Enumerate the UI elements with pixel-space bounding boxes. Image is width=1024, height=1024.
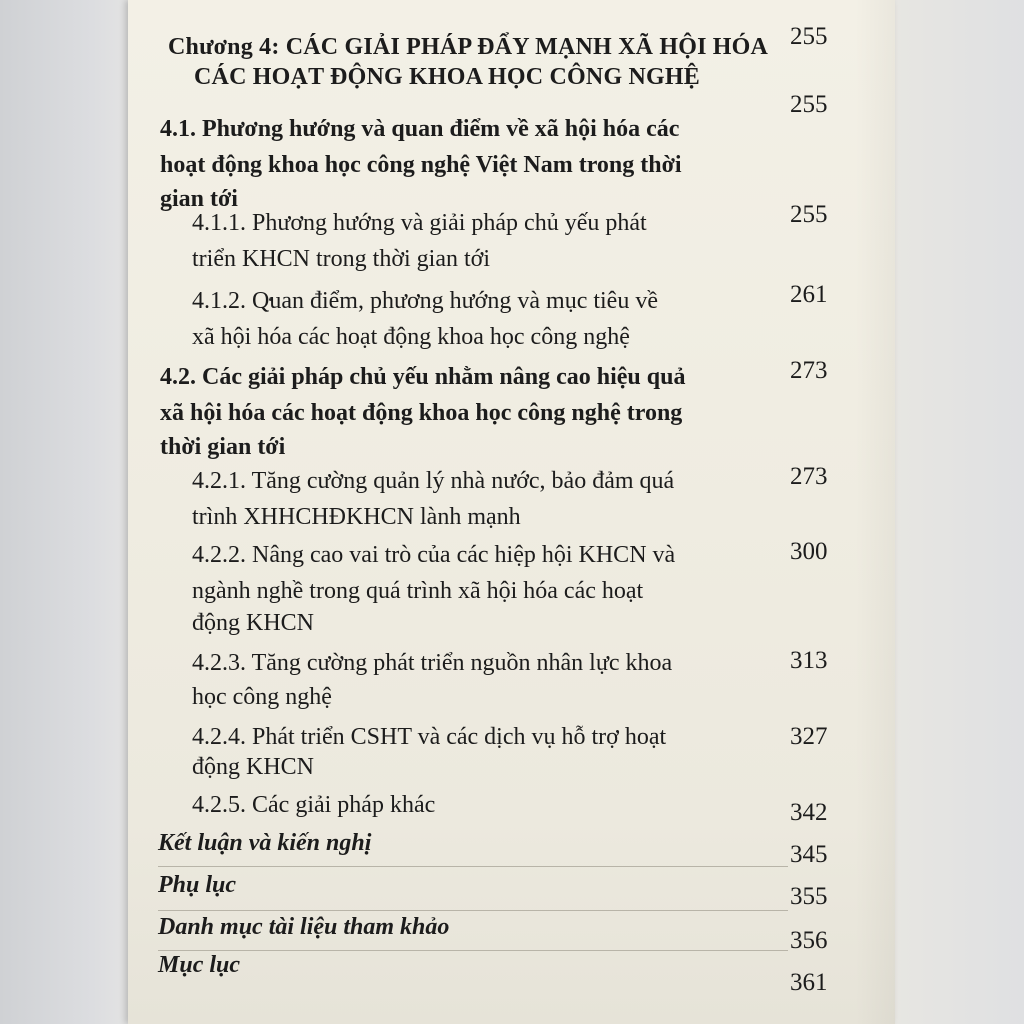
toc-section-4-2-line1: 4.2. Các giải pháp chủ yếu nhằm nâng cao hiệu quả bbox=[160, 364, 686, 390]
toc-appendix-page: 355 bbox=[790, 883, 828, 910]
toc-section-4-2-5-page: 342 bbox=[790, 799, 828, 826]
toc-section-4-2-4 bbox=[192, 718, 772, 794]
toc-section-4-2-2-line3: động KHCN bbox=[192, 610, 315, 636]
toc-section-4-1-line3: gian tới bbox=[160, 186, 238, 212]
toc-section-4-1-1-page: 255 bbox=[790, 201, 828, 228]
toc-references bbox=[158, 908, 718, 946]
toc-section-4-2 bbox=[160, 358, 770, 468]
toc-section-4-2-5 bbox=[192, 786, 772, 824]
toc-conclusion bbox=[158, 824, 658, 862]
toc-section-4-2-1-line1: 4.2.1. Tăng cường quản lý nhà nước, bảo đảm quá bbox=[192, 468, 675, 494]
toc-section-4-2-1 bbox=[192, 462, 772, 538]
toc-chapter-4 bbox=[168, 28, 768, 92]
toc-contents-page: 361 bbox=[790, 969, 828, 996]
background-left bbox=[0, 0, 132, 1024]
toc-section-4-2-page: 273 bbox=[790, 357, 828, 384]
toc-section-4-2-2-line2: ngành nghề trong quá trình xã hội hóa các hoạt bbox=[192, 578, 644, 604]
toc-section-4-2-5-line1: 4.2.5. Các giải pháp khác bbox=[192, 792, 436, 818]
toc-section-4-2-line3: thời gian tới bbox=[160, 434, 286, 460]
toc-chapter-4-line1: Chương 4: CÁC GIẢI PHÁP ĐẨY MẠNH XÃ HỘI HÓA bbox=[168, 34, 769, 60]
toc-section-4-1-line1: 4.1. Phương hướng và quan điểm về xã hội hóa các bbox=[160, 116, 680, 142]
toc-section-4-2-1-line2: trình XHHCHĐKHCN lành mạnh bbox=[192, 504, 521, 530]
toc-section-4-1-2-line2: xã hội hóa các hoạt động khoa học công nghệ bbox=[192, 324, 630, 350]
toc-section-4-2-3 bbox=[192, 644, 772, 720]
toc-appendix-label: Phụ lục bbox=[158, 872, 237, 898]
toc-section-4-1-1-line1: 4.1.1. Phương hướng và giải pháp chủ yếu phát bbox=[192, 210, 647, 236]
toc-section-4-1-1 bbox=[192, 204, 772, 280]
toc-section-4-2-2 bbox=[192, 536, 772, 646]
toc-section-4-2-4-line1: 4.2.4. Phát triển CSHT và các dịch vụ hỗ trợ hoạt bbox=[192, 724, 667, 750]
toc-conclusion-label: Kết luận và kiến nghị bbox=[158, 830, 372, 856]
toc-contents bbox=[158, 946, 658, 984]
toc-section-4-2-line2: xã hội hóa các hoạt động khoa học công nghệ trong bbox=[160, 400, 683, 426]
toc-section-4-1-2-line1: 4.1.2. Quan điểm, phương hướng và mục tiêu về bbox=[192, 288, 658, 314]
toc-section-4-2-2-line1: 4.2.2. Nâng cao vai trò của các hiệp hội KHCN và bbox=[192, 542, 676, 568]
toc-chapter-4-line2: CÁC HOẠT ĐỘNG KHOA HỌC CÔNG NGHỆ bbox=[194, 64, 700, 90]
toc-section-4-2-4-page: 327 bbox=[790, 723, 828, 750]
toc-section-4-2-3-line2: học công nghệ bbox=[192, 684, 332, 710]
toc-section-4-1-1-line2: triển KHCN trong thời gian tới bbox=[192, 246, 491, 272]
toc-references-page: 356 bbox=[790, 927, 828, 954]
toc-conclusion-page: 345 bbox=[790, 841, 828, 868]
toc-section-4-1-2 bbox=[192, 282, 772, 358]
toc-contents-label: Mục lục bbox=[158, 952, 241, 978]
toc-section-4-2-2-page: 300 bbox=[790, 538, 828, 565]
toc-appendix bbox=[158, 866, 658, 904]
toc-section-4-1-line2: hoạt động khoa học công nghệ Việt Nam trong thời bbox=[160, 152, 682, 178]
toc-section-4-2-3-page: 313 bbox=[790, 647, 828, 674]
toc-section-4-2-1-page: 273 bbox=[790, 463, 828, 490]
background-right bbox=[895, 0, 1024, 1024]
toc-chapter-4-page: 255 bbox=[790, 23, 828, 50]
toc-section-4-2-4-line2: động KHCN bbox=[192, 754, 315, 780]
toc-section-4-1-page: 255 bbox=[790, 91, 828, 118]
toc-references-label: Danh mục tài liệu tham khảo bbox=[158, 914, 450, 940]
toc-section-4-2-3-line1: 4.2.3. Tăng cường phát triển nguồn nhân lực khoa bbox=[192, 650, 673, 676]
toc-section-4-1-2-page: 261 bbox=[790, 281, 828, 308]
